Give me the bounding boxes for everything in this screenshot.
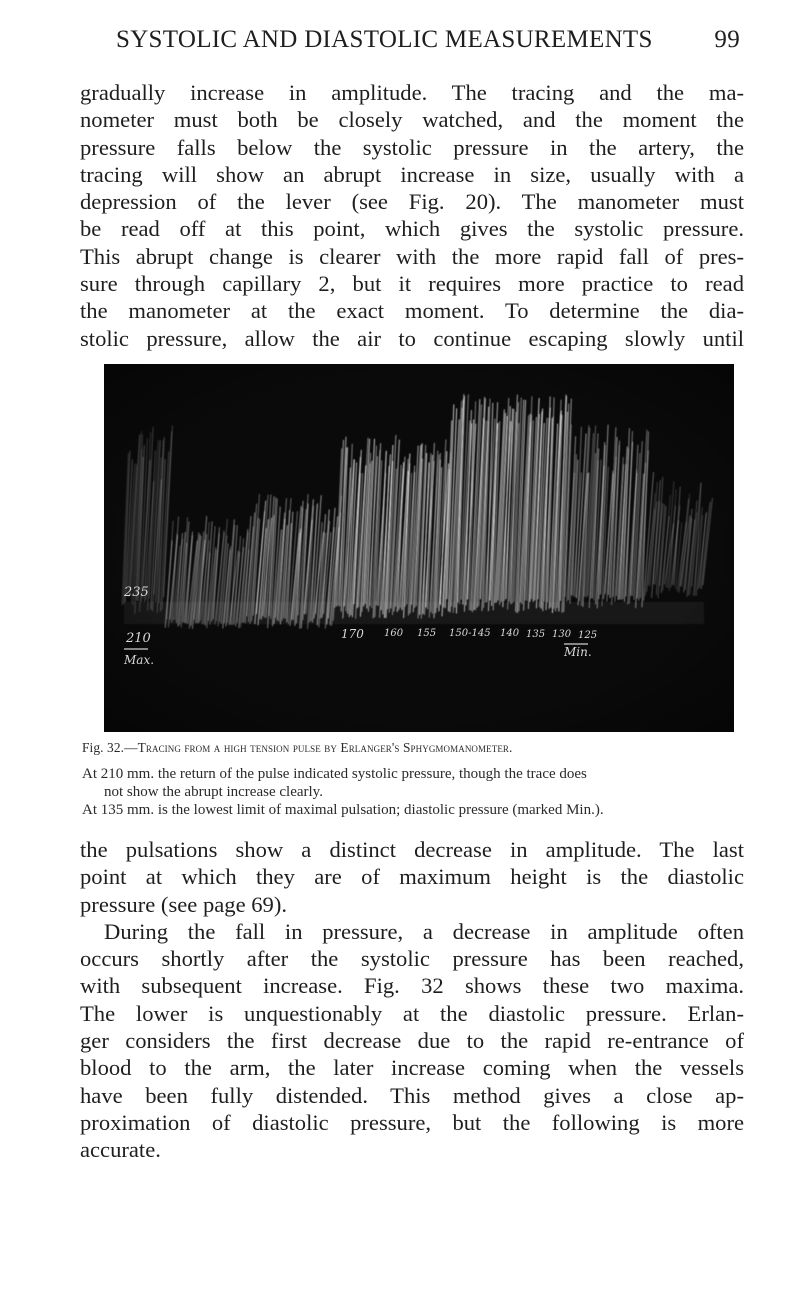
text-line: The lower is unquestionably at the diastolic pressure. Erlan- — [80, 1000, 744, 1026]
label-135: 135 — [526, 629, 546, 640]
pulse-tracing-figure — [104, 364, 734, 732]
figure-note-2 — [82, 802, 742, 820]
text-line: point at which they are of maximum height is the diastolic — [80, 864, 744, 890]
figure-note-1 — [82, 766, 742, 801]
label-125: 125 — [578, 630, 598, 641]
figure-caption-title — [82, 740, 742, 756]
paragraph-1 — [80, 79, 744, 352]
text-line: gradually increase in amplitude. The tracing and the ma- — [80, 80, 744, 105]
text-line: tracing will show an abrupt increase in size, usually with a — [80, 161, 744, 187]
figure-note-2-line: At 135 mm. is the lowest limit of maximal pulsation; diastolic pressure (marked Min.). — [82, 802, 604, 818]
page-number: 99 — [714, 26, 740, 53]
running-header — [116, 26, 740, 54]
label-155: 155 — [417, 628, 437, 639]
text-line: pressure falls below the systolic pressure in the artery, the — [80, 134, 744, 160]
running-title: SYSTOLIC AND DIASTOLIC MEASUREMENTS — [116, 26, 653, 53]
text-line: pressure (see page 69). — [80, 891, 288, 917]
label-170: 170 — [341, 627, 364, 641]
label-160: 160 — [384, 628, 404, 639]
text-line: ger considers the first decrease due to the rapid re-entrance of — [80, 1028, 744, 1054]
text-line: be read off at this point, which gives the systolic pressure. — [80, 216, 744, 242]
text-line: occurs shortly after the systolic pressure has been reached, — [80, 946, 744, 972]
text-line: proximation of diastolic pressure, but the following is more — [80, 1109, 744, 1135]
text-line: This abrupt change is clearer with the more rapid fall of pres- — [80, 243, 744, 269]
text-line: accurate. — [80, 1137, 161, 1163]
text-line: have been fully distended. This method gives a close ap- — [80, 1082, 744, 1108]
text-line: sure through capillary 2, but it requires more practice to read — [80, 271, 744, 297]
label-max: Max. — [124, 653, 155, 667]
label-150-145: 150-145 — [449, 628, 491, 639]
paragraph-2 — [80, 836, 744, 1164]
label-210: 210 — [126, 631, 151, 646]
figure-number: Fig. 32. — [82, 740, 125, 755]
label-140: 140 — [500, 628, 520, 639]
text-line: the manometer at the exact moment. To determine the dia- — [80, 298, 744, 324]
label-130: 130 — [552, 629, 572, 640]
label-235: 235 — [124, 585, 149, 600]
text-line: stolic pressure, allow the air to continue escaping slowly until — [80, 325, 744, 351]
figure-note-1-cont: not show the abrupt increase clearly. — [104, 783, 323, 800]
text-line: the pulsations show a distinct decrease in amplitude. The last — [80, 837, 744, 862]
text-line: depression of the lever (see Fig. 20). The manometer must — [80, 189, 744, 215]
text-line: with subsequent increase. Fig. 32 shows these two maxima. — [80, 973, 744, 999]
figure-note-1-line: At 210 mm. the return of the pulse indicated systolic pressure, though the trace does — [82, 766, 587, 782]
label-min: Min. — [564, 645, 592, 659]
text-line: nometer must both be closely watched, and the moment the — [80, 107, 744, 133]
text-line: blood to the arm, the later increase coming when the vessels — [80, 1055, 744, 1081]
text-line: During the fall in pressure, a decrease in amplitude often — [104, 918, 744, 944]
figure-caption-text: —Tracing from a high tension pulse by Erlanger's Sphygmomanometer. — [124, 740, 513, 755]
pulse-tracing-image — [104, 364, 734, 732]
